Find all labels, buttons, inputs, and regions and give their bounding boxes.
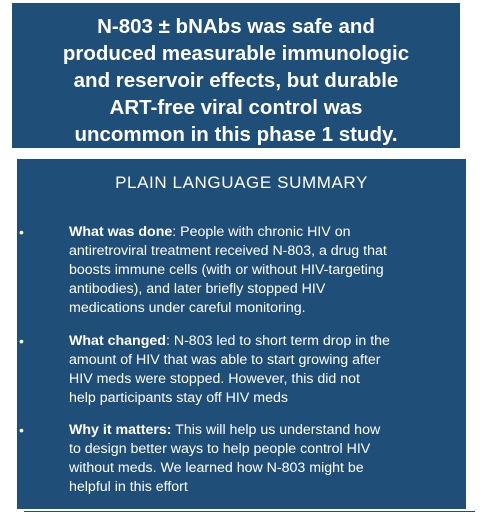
summary-item-line: help participants stay off HIV meds [69, 390, 288, 406]
summary-item-heading: What changed [69, 333, 166, 349]
summary-item-line: to design better ways to help people control HIV [69, 441, 371, 457]
summary-item-line: medications under careful monitoring. [69, 300, 306, 316]
bullet-icon: • [19, 422, 24, 438]
summary-item-line [69, 421, 461, 440]
summary-item-line: HIV meds were stopped. However, this did not [69, 371, 360, 387]
summary-item-line-text: : N-803 led to short term drop in the [165, 333, 390, 349]
summary-item-line: boosts immune cells (with or without HIV-targeting [69, 262, 384, 278]
headline-line-3: and reservoir effects, but durable [73, 69, 399, 92]
headline-box [12, 3, 460, 148]
headline-line-5: uncommon in this phase 1 study. [74, 123, 398, 146]
summary-item-line-text: This will help us understand how [171, 422, 381, 438]
summary-item-line: without meds. We learned how N-803 might be [69, 460, 364, 476]
summary-item-line: antiretroviral treatment received N-803, a drug that [69, 243, 387, 259]
summary-item-line: antibodies), and later briefly stopped HIV [69, 281, 326, 297]
summary-item-text [69, 223, 461, 318]
summary-title: PLAIN LANGUAGE SUMMARY [115, 173, 368, 192]
summary-item-text [69, 421, 461, 497]
bottom-divider [24, 511, 475, 512]
plain-language-summary-box [17, 159, 466, 509]
summary-item-line-text: : People with chronic HIV on [172, 224, 351, 240]
bullet-icon: • [19, 224, 24, 240]
headline-line-1: N-803 ± bNAbs was safe and [97, 15, 375, 38]
headline-line-4: ART-free viral control was [109, 96, 363, 119]
summary-item-line: amount of HIV that was able to start growing after [69, 352, 381, 368]
summary-item-line [69, 223, 461, 242]
summary-item-line [69, 332, 461, 351]
summary-item-heading: Why it matters: [69, 422, 172, 438]
summary-item-line: helpful in this effort [69, 479, 188, 495]
bullet-icon: • [19, 333, 24, 349]
headline-line-2: produced measurable immunologic [62, 42, 410, 65]
summary-item-heading: What was done [69, 224, 173, 240]
summary-item-text [69, 332, 461, 408]
